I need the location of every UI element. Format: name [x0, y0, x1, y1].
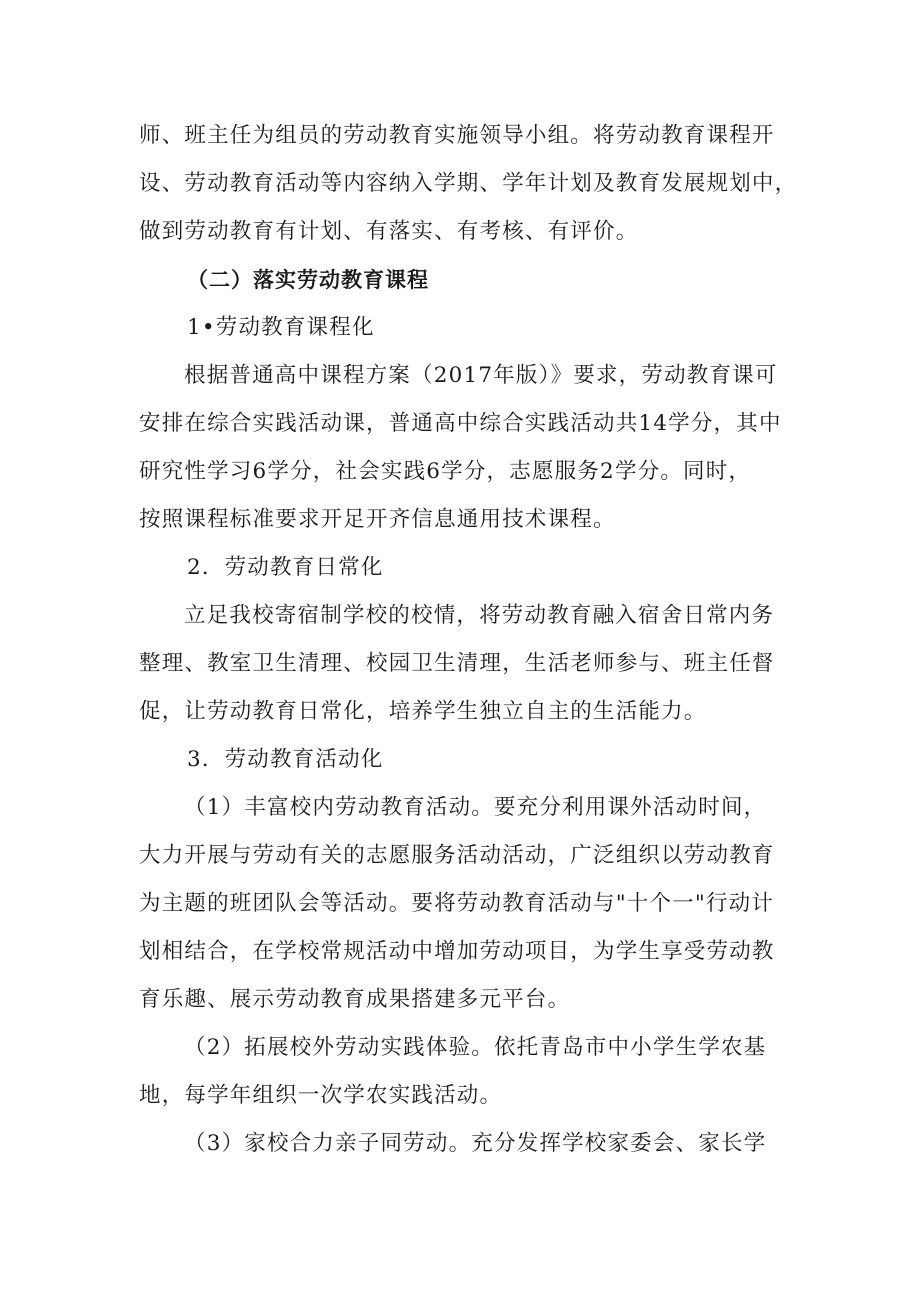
- paragraph-line: 立足我校寄宿制学校的校情，将劳动教育融入宿舍日常内务: [184, 603, 775, 628]
- subsection-heading: 3．劳动教育活动化: [187, 747, 384, 772]
- paragraph-line: 按照课程标准要求开足开齐信息通用技术课程。: [139, 507, 616, 532]
- paragraph-line: 做到劳动教育有计划、有落实、有考核、有评价。: [139, 219, 639, 244]
- paragraph-line: 安排在综合实践活动课，普通高中综合实践活动共14学分，其中: [139, 411, 782, 436]
- paragraph-line: 大力开展与劳动有关的志愿服务活动活动，广泛组织以劳动教育: [139, 843, 775, 868]
- paragraph-line: （1）丰富校内劳动教育活动。要充分利用课外活动时间，: [184, 795, 767, 820]
- section-heading: （二）落实劳动教育课程: [187, 268, 429, 292]
- paragraph-line: 促，让劳动教育日常化，培养学生独立自主的生活能力。: [139, 699, 707, 724]
- paragraph-line: 整理、教室卫生清理、校园卫生清理，生活老师参与、班主任督: [139, 651, 775, 676]
- paragraph-line: 划相结合，在学校常规活动中增加劳动项目，为学生享受劳动教: [139, 939, 775, 964]
- document-body: [139, 112, 799, 1168]
- paragraph-line: 设、劳动教育活动等内容纳入学期、学年计划及教育发展规划中，: [139, 171, 798, 196]
- paragraph-line: （3）家校合力亲子同劳动。充分发挥学校家委会、家长学: [184, 1131, 767, 1156]
- paragraph-line: 师、班主任为组员的劳动教育实施领导小组。将劳动教育课程开: [139, 123, 775, 148]
- paragraph-line: 地，每学年组织一次学农实践活动。: [139, 1083, 503, 1108]
- paragraph-line: 为主题的班团队会等活动。要将劳动教育活动与"十个一"行动计: [139, 891, 775, 916]
- paragraph-line: 根据普通高中课程方案（2017年版）》要求，劳动教育课可: [184, 363, 778, 388]
- paragraph-line: 研究性学习6学分，社会实践6学分，志愿服务2学分。同时，: [139, 459, 752, 484]
- paragraph-line: （2）拓展校外劳动实践体验。依托青岛市中小学生学农基: [184, 1035, 767, 1060]
- subsection-heading: 1•劳动教育课程化: [187, 315, 375, 340]
- subsection-heading: 2．劳动教育日常化: [187, 555, 384, 580]
- paragraph-line: 育乐趣、展示劳动教育成果搭建多元平台。: [139, 987, 571, 1012]
